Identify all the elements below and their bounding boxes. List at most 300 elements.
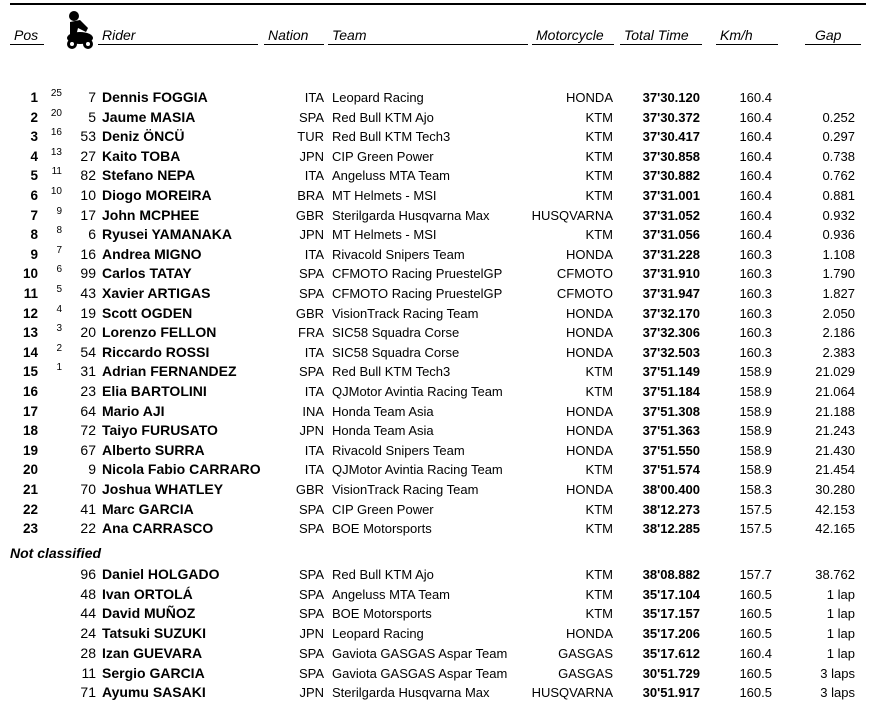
motorcycle: KTM: [585, 606, 613, 622]
result-row: [0, 304, 876, 324]
header-underline-rider: [98, 44, 258, 45]
nation: SPA: [298, 645, 324, 661]
points: 10: [50, 186, 62, 197]
rider-name: Joshua WHATLEY: [102, 481, 224, 497]
speed-kmh: 157.5: [739, 501, 772, 517]
result-row: [0, 664, 876, 684]
rider-name: Alberto SURRA: [102, 441, 205, 458]
gap: 2.186: [822, 325, 855, 341]
result-row: [0, 500, 876, 520]
header-motorcycle: Motorcycle: [536, 27, 604, 43]
rider-name: Kaito TOBA: [102, 147, 181, 164]
header-underline-total-time: [620, 44, 702, 45]
rider-number: 82: [80, 167, 96, 184]
position: 21: [22, 482, 38, 497]
team-name: Angeluss MTA Team: [332, 586, 451, 602]
motorcycle: GASGAS: [558, 665, 613, 681]
rider-name: Ayumu SASAKI: [102, 684, 206, 701]
result-row: [0, 127, 876, 147]
nation: JPN: [299, 227, 324, 243]
position: 6: [30, 188, 38, 203]
total-time: 37'30.372: [642, 109, 700, 125]
result-row: [0, 402, 876, 422]
nation: ITA: [304, 168, 324, 184]
points: 2: [56, 342, 62, 354]
rider-name: Sergio GARCIA: [102, 664, 205, 681]
header-team: Team: [332, 27, 367, 43]
position: 1: [30, 90, 38, 105]
motorcycle: KTM: [585, 227, 613, 243]
motorcycle: HONDA: [566, 325, 613, 341]
motorcycle: HONDA: [566, 626, 613, 642]
nation: JPN: [299, 423, 324, 439]
result-row: [0, 108, 876, 128]
rider-name: Xavier ARTIGAS: [102, 285, 211, 301]
rider-name: Izan GUEVARA: [102, 644, 203, 661]
total-time: 37'32.306: [642, 325, 700, 341]
result-row: [0, 480, 876, 500]
position: 15: [22, 364, 38, 380]
header-underline-team: [328, 44, 528, 45]
gap: 1 lap: [826, 606, 855, 622]
gap: 21.188: [815, 403, 855, 419]
speed-kmh: 158.9: [739, 384, 772, 399]
speed-kmh: 158.9: [739, 423, 772, 439]
motorcycle: HONDA: [566, 442, 613, 458]
total-time: 30'51.917: [642, 685, 700, 701]
points: 11: [51, 166, 62, 178]
rider-name: Dennis FOGGIA: [102, 89, 208, 105]
position: 18: [22, 423, 38, 439]
motorcycle: KTM: [585, 521, 613, 537]
result-row: [0, 245, 876, 265]
gap: 2.050: [822, 305, 855, 321]
nation: ITA: [304, 384, 324, 399]
result-row: [0, 186, 876, 206]
speed-kmh: 160.3: [739, 305, 772, 321]
motorcycle: HONDA: [566, 305, 613, 321]
nation: JPN: [299, 148, 324, 164]
motorcycle: HONDA: [566, 403, 613, 419]
header-underline-pos: [10, 44, 44, 45]
team-name: Angeluss MTA Team: [332, 168, 451, 184]
points: 3: [56, 323, 62, 335]
rider-name: Lorenzo FELLON: [102, 324, 217, 341]
gap: 1 lap: [826, 626, 855, 642]
header-kmh: Km/h: [720, 27, 753, 43]
gap: 1 lap: [826, 586, 855, 602]
gap: 0.297: [822, 129, 855, 145]
gap: 21.243: [815, 423, 855, 439]
rider-number: 43: [80, 285, 96, 301]
speed-kmh: 160.4: [739, 188, 772, 203]
motorcycle: KTM: [585, 501, 613, 517]
nation: FRA: [298, 325, 324, 341]
rider-number: 99: [80, 265, 96, 282]
nation: SPA: [298, 364, 324, 380]
team-name: VisionTrack Racing Team: [332, 482, 479, 497]
rider-number: 7: [88, 89, 96, 105]
nation: ITA: [304, 442, 324, 458]
rider-number: 20: [80, 324, 96, 341]
gap: 2.383: [822, 344, 855, 360]
gap: 3 laps: [820, 665, 855, 681]
team-name: CFMOTO Racing PruestelGP: [332, 266, 503, 282]
result-row: [0, 284, 876, 304]
position: 16: [22, 384, 38, 399]
rider-name: Elia BARTOLINI: [102, 383, 207, 399]
speed-kmh: 160.3: [739, 344, 772, 360]
team-name: BOE Motorsports: [332, 521, 432, 537]
rider-name: Daniel HOLGADO: [102, 566, 220, 582]
position: 13: [22, 325, 38, 341]
gap: 1.827: [822, 286, 855, 301]
rider-number: 5: [88, 108, 96, 125]
total-time: 38'00.400: [642, 482, 700, 497]
rider-name: Carlos TATAY: [102, 265, 192, 282]
rider-number: 6: [88, 226, 96, 243]
nation: INA: [302, 403, 324, 419]
points: 8: [56, 225, 62, 237]
nation: ITA: [304, 246, 324, 262]
speed-kmh: 158.9: [739, 364, 772, 380]
nation: SPA: [298, 266, 324, 282]
points: 20: [50, 107, 62, 119]
nation: GBR: [295, 207, 324, 223]
gap: 0.252: [822, 109, 855, 125]
total-time: 38'12.285: [642, 521, 700, 537]
team-name: Rivacold Snipers Team: [332, 246, 465, 262]
speed-kmh: 160.4: [739, 168, 772, 184]
nation: SPA: [298, 665, 324, 681]
motorcycle: GASGAS: [558, 645, 613, 661]
total-time: 38'12.273: [642, 501, 700, 517]
total-time: 37'51.363: [642, 423, 700, 439]
team-name: Leopard Racing: [332, 626, 424, 642]
total-time: 37'51.550: [642, 442, 700, 458]
speed-kmh: 157.5: [739, 521, 772, 537]
rider-number: 27: [80, 147, 96, 164]
nation: SPA: [298, 501, 324, 517]
team-name: QJMotor Avintia Racing Team: [332, 462, 503, 478]
rider-name: Adrian FERNANDEZ: [102, 363, 237, 380]
team-name: Gaviota GASGAS Aspar Team: [332, 665, 508, 681]
motorcycle: HUSQVARNA: [531, 207, 613, 223]
result-row: [0, 264, 876, 284]
rider-name: Jaume MASIA: [102, 108, 196, 125]
rider-number: 48: [80, 585, 96, 602]
rider-name: John MCPHEE: [102, 206, 200, 223]
rider-number: 9: [88, 461, 96, 478]
position: 11: [23, 286, 38, 301]
gap: 38.762: [815, 567, 855, 582]
rider-name: Deniz ÖNCÜ: [102, 128, 185, 145]
result-row: [0, 421, 876, 441]
points: 16: [50, 127, 62, 139]
result-row: [0, 362, 876, 382]
points: 7: [56, 244, 62, 256]
motorcycle: CFMOTO: [556, 266, 613, 282]
motorcycle: KTM: [585, 188, 613, 203]
rider-name: Nicola Fabio CARRARO: [102, 461, 261, 478]
total-time: 35'17.206: [642, 626, 700, 642]
points: 13: [50, 146, 62, 158]
nation: SPA: [298, 606, 324, 622]
nation: ITA: [304, 462, 324, 478]
rider-number: 44: [80, 605, 96, 622]
speed-kmh: 160.4: [739, 645, 772, 661]
rider-number: 31: [80, 363, 96, 380]
result-row: [0, 624, 876, 644]
nation: GBR: [295, 482, 324, 497]
not-classified-label: Not classified: [10, 545, 102, 561]
nation: SPA: [298, 586, 324, 602]
total-time: 37'31.228: [642, 246, 700, 262]
nation: GBR: [295, 305, 324, 321]
speed-kmh: 158.9: [739, 462, 772, 478]
speed-kmh: 160.4: [739, 227, 772, 243]
position: 20: [22, 462, 38, 478]
result-row: [0, 88, 876, 108]
result-row: [0, 147, 876, 167]
speed-kmh: 160.5: [739, 606, 772, 622]
speed-kmh: 160.3: [739, 286, 772, 301]
position: 2: [30, 109, 38, 125]
motorcycle: HONDA: [566, 246, 613, 262]
team-name: Honda Team Asia: [332, 423, 434, 439]
gap: 21.454: [815, 462, 855, 478]
nation: BRA: [297, 188, 324, 203]
points: 9: [56, 205, 62, 217]
rider-name: Ivan ORTOLÁ: [102, 585, 193, 602]
team-name: MT Helmets - MSI: [332, 188, 437, 203]
points: 5: [56, 284, 62, 295]
total-time: 35'17.157: [642, 606, 700, 622]
gap: 0.762: [822, 168, 855, 184]
rider-name: Stefano NEPA: [102, 167, 196, 184]
rider-number: 53: [80, 128, 96, 145]
speed-kmh: 158.9: [739, 442, 772, 458]
position: 12: [22, 305, 38, 321]
rider-number: 28: [80, 644, 96, 661]
rider-name: Diogo MOREIRA: [102, 187, 212, 203]
team-name: Gaviota GASGAS Aspar Team: [332, 645, 508, 661]
gap: 21.064: [815, 384, 855, 399]
total-time: 37'31.052: [642, 207, 700, 223]
team-name: CFMOTO Racing PruestelGP: [332, 286, 503, 301]
speed-kmh: 160.5: [739, 586, 772, 602]
result-row: [0, 382, 876, 402]
team-name: Red Bull KTM Ajo: [332, 567, 434, 582]
rider-number: 41: [80, 500, 96, 517]
team-name: Honda Team Asia: [332, 403, 434, 419]
position: 3: [30, 129, 38, 145]
team-name: Sterilgarda Husqvarna Max: [332, 207, 490, 223]
gap: 21.430: [815, 442, 855, 458]
points: 4: [56, 303, 62, 315]
gap: 1.790: [822, 266, 855, 282]
total-time: 37'31.056: [642, 227, 700, 243]
gap: 30.280: [815, 482, 855, 497]
motorcycle: CFMOTO: [556, 286, 613, 301]
position: 8: [30, 227, 38, 243]
motorcycle: KTM: [585, 109, 613, 125]
motorcycle: HUSQVARNA: [531, 685, 613, 701]
total-time: 35'17.104: [642, 586, 700, 602]
gap: 42.153: [815, 501, 855, 517]
gap: 21.029: [815, 364, 855, 380]
nation: SPA: [298, 109, 324, 125]
position: 22: [22, 501, 38, 517]
team-name: MT Helmets - MSI: [332, 227, 437, 243]
speed-kmh: 157.7: [739, 567, 772, 582]
team-name: Sterilgarda Husqvarna Max: [332, 685, 490, 701]
rider-name: David MUÑOZ: [102, 605, 196, 622]
position: 23: [22, 521, 38, 537]
total-time: 37'32.503: [642, 344, 700, 360]
motorcycle: HONDA: [566, 482, 613, 497]
header-underline-motorcycle: [532, 44, 614, 45]
team-name: CIP Green Power: [332, 501, 434, 517]
header-total-time: Total Time: [624, 27, 689, 43]
total-time: 35'17.612: [642, 645, 700, 661]
team-name: QJMotor Avintia Racing Team: [332, 384, 503, 399]
motorcycle-rider-icon: [64, 10, 96, 50]
nation: SPA: [298, 286, 324, 301]
total-time: 37'31.001: [642, 188, 700, 203]
speed-kmh: 160.5: [739, 626, 772, 642]
motorcycle: KTM: [585, 384, 613, 399]
rider-name: Ryusei YAMANAKA: [102, 226, 232, 243]
team-name: SIC58 Squadra Corse: [332, 325, 460, 341]
total-time: 37'30.120: [642, 90, 700, 105]
rider-number: 24: [80, 625, 96, 642]
team-name: Red Bull KTM Tech3: [332, 364, 451, 380]
gap: 42.165: [815, 521, 855, 537]
motorcycle: KTM: [585, 462, 613, 478]
result-row: [0, 683, 876, 703]
result-row: [0, 604, 876, 624]
speed-kmh: 158.9: [739, 403, 772, 419]
rider-name: Taiyo FURUSATO: [102, 422, 218, 439]
rider-name: Mario AJI: [102, 402, 165, 419]
header-rider: Rider: [102, 27, 136, 43]
result-row: [0, 460, 876, 480]
speed-kmh: 160.3: [739, 246, 772, 262]
motorcycle: KTM: [585, 364, 613, 380]
position: 19: [22, 442, 38, 458]
nation: ITA: [304, 344, 324, 360]
position: 9: [30, 246, 38, 262]
nation: JPN: [299, 626, 324, 642]
position: 5: [30, 168, 38, 184]
rider-name: Scott OGDEN: [102, 304, 193, 321]
team-name: Red Bull KTM Tech3: [332, 129, 451, 145]
gap: 0.738: [822, 148, 855, 164]
position: 4: [30, 148, 38, 164]
header-underline-nation: [264, 44, 324, 45]
gap: 0.932: [822, 207, 855, 223]
result-row: [0, 343, 876, 363]
speed-kmh: 160.3: [739, 325, 772, 341]
rider-number: 10: [80, 187, 96, 203]
motorcycle: KTM: [585, 586, 613, 602]
motorcycle: KTM: [585, 567, 613, 582]
total-time: 37'51.308: [642, 403, 700, 419]
speed-kmh: 160.4: [739, 148, 772, 164]
result-row: [0, 644, 876, 664]
team-name: SIC58 Squadra Corse: [332, 344, 460, 360]
nation: ITA: [304, 90, 324, 105]
team-name: Rivacold Snipers Team: [332, 442, 465, 458]
result-row: [0, 323, 876, 343]
rider-name: Ana CARRASCO: [102, 520, 214, 537]
result-row: [0, 441, 876, 461]
nation: TUR: [297, 129, 324, 145]
rider-number: 22: [80, 520, 96, 537]
position: 14: [22, 344, 38, 360]
result-row: [0, 166, 876, 186]
motorcycle: KTM: [585, 168, 613, 184]
result-row: [0, 585, 876, 605]
points: 6: [56, 264, 62, 276]
result-row: [0, 225, 876, 245]
team-name: CIP Green Power: [332, 148, 434, 164]
gap: 3 laps: [820, 685, 855, 701]
speed-kmh: 158.3: [739, 482, 772, 497]
header-underline-gap: [805, 44, 861, 45]
speed-kmh: 160.4: [739, 129, 772, 145]
rider-number: 67: [80, 441, 96, 458]
rider-number: 17: [80, 206, 96, 223]
speed-kmh: 160.4: [739, 90, 772, 105]
rider-name: Marc GARCIA: [102, 500, 194, 517]
total-time: 37'32.170: [642, 305, 700, 321]
rider-number: 11: [81, 664, 96, 681]
position: 10: [22, 266, 38, 282]
team-name: Red Bull KTM Ajo: [332, 109, 434, 125]
rider-number: 71: [80, 684, 96, 701]
team-name: BOE Motorsports: [332, 606, 432, 622]
gap: 1 lap: [826, 645, 855, 661]
motorcycle: KTM: [585, 129, 613, 145]
gap: 1.108: [822, 246, 855, 262]
team-name: Leopard Racing: [332, 90, 424, 105]
rider-name: Riccardo ROSSI: [102, 343, 210, 360]
speed-kmh: 160.5: [739, 685, 772, 701]
gap: 0.881: [822, 188, 855, 203]
nation: SPA: [298, 521, 324, 537]
result-row: [0, 565, 876, 585]
points: 1: [56, 362, 62, 374]
motorcycle: KTM: [585, 148, 613, 164]
result-row: [0, 519, 876, 539]
points: 25: [50, 88, 62, 99]
motorcycle: HONDA: [566, 423, 613, 439]
nation: SPA: [298, 567, 324, 582]
total-time: 37'30.882: [642, 168, 700, 184]
rider-name: Tatsuki SUZUKI: [102, 625, 206, 642]
speed-kmh: 160.5: [739, 665, 772, 681]
top-rule: [10, 3, 866, 5]
position: 7: [30, 207, 38, 223]
motorcycle: HONDA: [566, 90, 613, 105]
total-time: 37'51.149: [642, 364, 700, 380]
speed-kmh: 160.4: [739, 109, 772, 125]
total-time: 37'30.417: [642, 129, 700, 145]
rider-number: 96: [80, 566, 96, 582]
header-pos: Pos: [14, 27, 39, 43]
